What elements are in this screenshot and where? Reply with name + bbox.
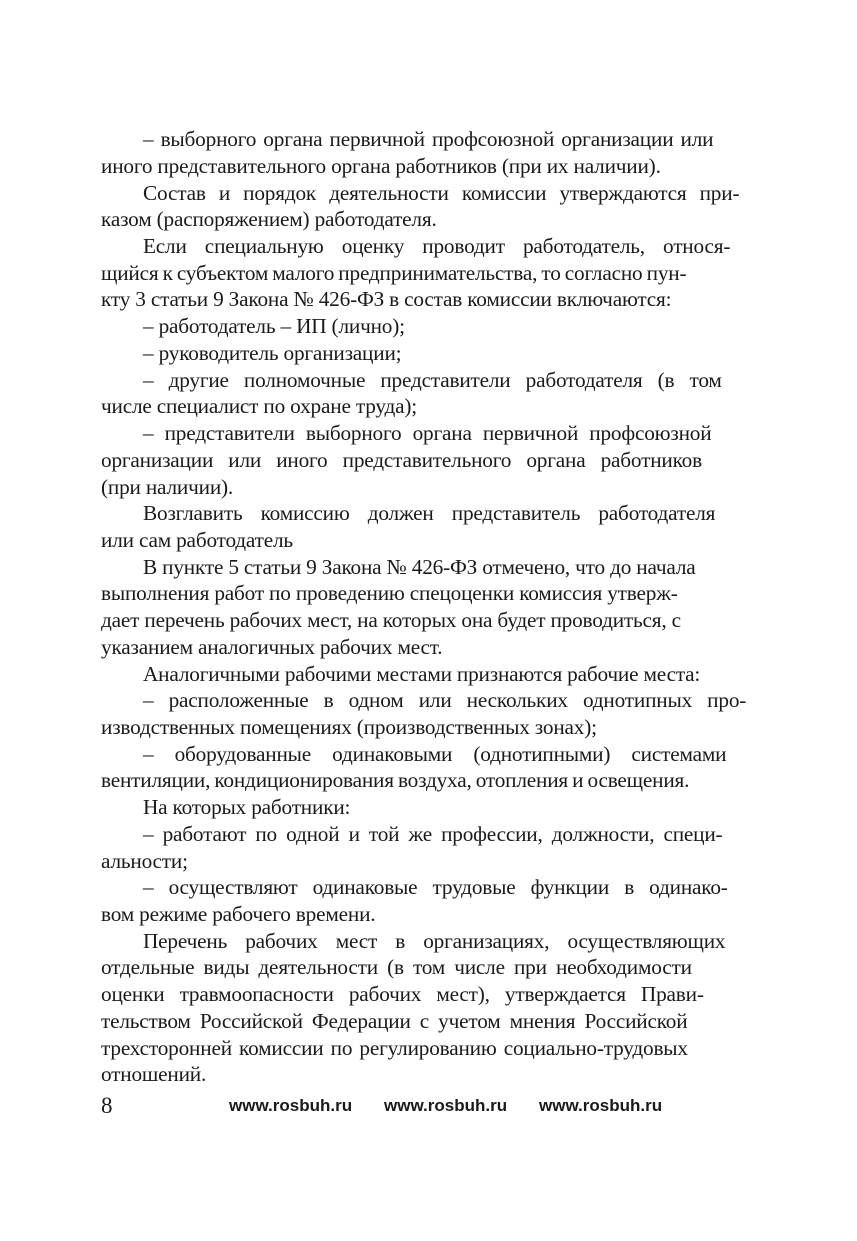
text-line: – работодатель – ИП (лично); — [143, 314, 405, 338]
text-line: Состав и порядок деятельности комиссии утверждаются при- — [143, 181, 740, 205]
text-line: щийся к субъектом малого предпринимательства, то согласно пун- — [101, 261, 687, 285]
footer-link[interactable]: www.rosbuh.ru — [229, 1096, 353, 1115]
text-line: – выборного органа первичной профсоюзной организации или — [143, 127, 714, 151]
text-line: – другие полномочные представители работодателя (в том — [143, 368, 722, 392]
text-line: числе специалист по охране труда); — [101, 394, 417, 418]
text-line: дает перечень рабочих мест, на которых она будет проводиться, с — [101, 608, 681, 632]
text-line: вом режиме рабочего времени. — [101, 902, 376, 926]
text-line: выполнения работ по проведению спецоценки комиссия утверж- — [101, 581, 678, 605]
text-line: – представители выборного органа первичной профсоюзной — [143, 421, 712, 445]
text-line: Если специальную оценку проводит работодатель, относя- — [143, 234, 731, 258]
footer-link[interactable]: www.rosbuh.ru — [384, 1096, 508, 1115]
text-line: оценки травмоопасности рабочих мест), утверждается Прави- — [101, 982, 704, 1006]
page-number: 8 — [101, 1093, 113, 1118]
text-line: отношений. — [101, 1062, 207, 1086]
text-line: трехсторонней комиссии по регулированию социально-трудовых — [101, 1036, 688, 1060]
text-line: указанием аналогичных рабочих мест. — [101, 635, 443, 659]
text-line: отдельные виды деятельности (в том числе при необходимости — [101, 955, 692, 979]
text-line: – работают по одной и той же профессии, должности, специ- — [143, 822, 723, 846]
text-line: или сам работодатель — [101, 528, 293, 552]
text-line: Перечень рабочих мест в организациях, осуществляющих — [143, 929, 726, 953]
text-line: (при наличии). — [101, 475, 234, 499]
text-line: тельством Российской Федерации с учетом мнения Российской — [101, 1009, 688, 1033]
text-line: кту 3 статьи 9 Закона № 426-ФЗ в состав комиссии включаются: — [101, 287, 672, 311]
footer-link[interactable]: www.rosbuh.ru — [539, 1096, 663, 1115]
text-line: иного представительного органа работников (при их наличии). — [101, 154, 661, 178]
text-line: – расположенные в одном или нескольких однотипных про- — [143, 688, 747, 712]
text-line: Возглавить комиссию должен представитель работодателя — [143, 501, 716, 525]
text-line: В пункте 5 статьи 9 Закона № 426-ФЗ отмечено, что до начала — [143, 555, 696, 579]
text-line: Аналогичными рабочими местами признаются рабочие места: — [143, 662, 701, 686]
text-line: – осуществляют одинаковые трудовые функции в одинако- — [143, 875, 728, 899]
text-line: альности; — [101, 849, 188, 873]
text-line: – руководитель организации; — [143, 341, 402, 365]
text-line: казом (распоряжением) работодателя. — [101, 207, 437, 231]
text-line: организации или иного представительного органа работников — [101, 448, 702, 472]
text-line: – оборудованные одинаковыми (однотипными) системами — [143, 742, 727, 766]
text-line: вентиляции, кондиционирования воздуха, отопления и освещения. — [101, 768, 690, 792]
text-line: На которых работники: — [143, 795, 351, 819]
text-line: изводственных помещениях (производственных зонах); — [101, 715, 597, 739]
